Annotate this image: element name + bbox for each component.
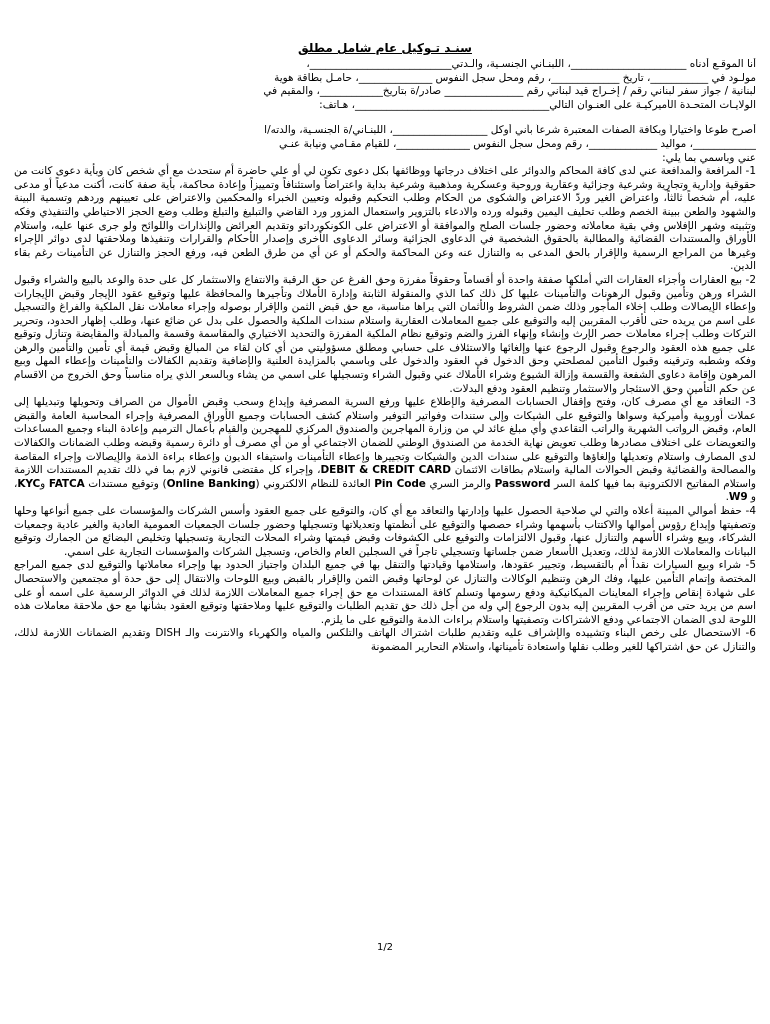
header-line-id: لبنانية / جواز سفر لبناني رقم / إخـراج قيد لبناني رقم _______________ صادر/ة بتاريخ____________، والمقيم في bbox=[263, 85, 756, 98]
page-number: 1/2 bbox=[376, 942, 394, 953]
appoint-line-agent-details: ____________، مواليد _____________، رقم ومحل سجل النفوس ______________، للقيام مقـامي ونيابة عنـي bbox=[279, 137, 756, 150]
appoint-line-agent: أصرح طوعاً واختياراً وبكافة الصفات المعتبرة شرعاً بأني أوكل __________________، اللبنـاني/ة الجنسـية، والدته/ا bbox=[264, 124, 756, 137]
clause-4-companies: 4- حفظ أموالي المبينة أعلاه والتي لي صلاحية الحصول عليها وإدارتها والتعاقد مع أي كان، والتوقيع على جميع العقود وأسس الشركات والمؤسسات على جميع أنواعها وحلها وتصفيتها وإيداع رؤوس أموالها والاكتتاب بأسهمها وشراء حصصها والتوقيع على أنظمتها وتعديلاتها وتسجيلها وحضور جلسات الجمعيات العمومية العادية والغير عادية وجمعيات الشركاء، وبيع وشراء الأسهم والتنازل عنها، وقبول الالتزامات والتوقيع على الكشوفات وقبض قيمتها وشراء المحلات التجارية وتسجيلها وتخليص البضائع من الجمارك وتوقيع البيانات والمعاملات اللازمة لذلك، وتعديل الأسعار ضمن جلساتها وتسجيلي تاجراً في السجلين العام والخاص، وتسجيل الشركات والمؤسسات التجارية على اسمي. bbox=[14, 505, 756, 558]
document-body bbox=[14, 40, 756, 655]
clause-2-real-estate: 2- بيع العقارات وأجزاء العقارات التي أملكها صفقة واحدة أو أقساماً وحقوقاً مفرزة وحق الفرغ عن حق الرقبة والانتفاع والاستثمار كل على حدة والوعد بالبيع والشراء وقبول الشراء ورهن وتأمين وقبول الرهونات والتأمينات عليها كل ذلك كما الذي والمنقولة الثابتة وإدارة الأملاك وتأجيرها والمحافظة عليها وتوقيع عقود الإيجار وقبض الإيجارات وإعطاء الإيصالات وطلب إخلاء المأجور وذلك ضمن الشروط والأثمان التي يراها مناسبة، مع حق قبض الثمن والإقرار بوصوله وإجراء معاملات نقل الملكية والفراغ والتسجيل على اسم من يريده حتى لأقرب المقربين إليه والتوقيع على جميع المعاملات العقارية واستلام سندات الملكية والحصول على بدل عن ضائع عنها، وطلب إظهار الحدود، وتحرير التركات وطلب إجراء معاملات حصر الإرث وإنشاء وإنهاء الفرز والضم وتوقيع نظام الملكية المفرزة والتحديد الاختياري والمقاسمة وقسمة والمبادلة والمقايضة وتنازل وتوقيع على جميع هذه العقود والرجوع وقبول الرجوع عنها وإلغائها والاستئلاف على حسابي ومطلق مسؤوليتي من أي كان لقاء من المبالغ وقبض قيمة أي تأمين والتأمين والرهن وفكه وشطبه وترقينه وقبول التأمين لمصلحتي وحق الدخول في العقود والدخول على وباسمي بالمزايدة العلنية والإضافية وتقديم الكفالات والتأمينات وإعطاء المهل وبيع المرهون وإقامة دعاوى الشفعة والقسمة وإزالة الشيوع وشراء الأملاك عني وقبول الشراء وتسجيلها على اسمي من يشاء وبالسعر الذي يراه مناسباً وحق الخروج من الاقسام عن حكم التأمين وحق الاستئجار والاستثمار وتنظيم العقود ودفع البدلات. bbox=[14, 273, 756, 395]
header-line-birth: مولـود في ___________، تاريخ _____________، رقم ومحل سجل النفوس ______________، حامـل بطاقة هوية bbox=[274, 71, 756, 84]
clause-1-litigation: 1- المرافعة والمدافعة عني لدى كافة المحاكم والدوائر على اختلاف درجاتها ووظائفها بكل دعوى تكون لي أو علي حاضرة أم ستحدث مع أي شخص كان وبأية دعوى كانت من حقوقية وإدارية وتجارية وشرعية وجزائية وعقارية وروحية وعسكرية ومذهبية وشرعية بداية واعتراضاً واستئنافاً وتمييزاً وإعادة محاكمة، بأية صفة كانت، أكنت مدعياً أو مدعى عليه، أم شخصاً ثالثاً، واعتراض الغير وردّ الاعتراض والشكوى من الحكام وطلب التحكيم وقبوله وتعيين الخبراء والمحكمين والاعتراض على تعيينهم وردهم وتسمية البينة والشهود والطعن ببينة الخصم وطلب تحليف اليمين وقبوله ورده والادعاء بالتزوير واستعمال المزور ورد القاضي والتبليغ والتبلغ وطلب وضع الحجز الاحتياطي والتنفيذي وفكه وتثبيته وشهر الإفلاس وفي بقية معاملاته وحضور جلسات الصلح والموافقة أو الاعتراض على الكونكورداتو وتقديم العرائض والإنذارات واللوائح ولو جرى عنها عليه، واستلام الأوراق والمستندات القضائية والمطالبة بالحقوق الشخصية في الدعاوى الجزائية وسائر الدعاوى الأخرى وإصدار الأحكام والقرارات وتنفيذها وملاحقتها لدى دوائر الإجراء وغيرها من المراجع الرسمية والإقرار بالحق المدعى به والتنازل عنه وعن المحاكمة والحكم أو عن أي من طرق الطعن فيه، ورفع الحجز والتنازل عن التأمينات رغم بقاء الدين. bbox=[14, 165, 756, 273]
clause-5-vehicles: 5- شراء وبيع السيارات نقداً أم بالتقسيط، وتجيير عقودها، واستلامها وقيادتها والتنقل بها في جميع البلدان واجتياز الحدود بها وإجراء معاملاتها والتوقيع لدى جميع المراجع المختصة وإتمام التأمين عليها، وفك الرهن وتنظيم الوكالات والتنازل عن لوحاتها وقبض الثمن والإقرار بالقبض وبيع اللوحات والانتقال إلى حق حدة أو مجتمعين والاستحصال على شهادة إنقاص وإجراء المعاينات الميكانيكية ودفع رسومها وتسلم كافة المستندات مع حق إجراء جميع المعاملات اللازمة لذلك في الدوائر الرسمية على اسمه أو على اسم من يريد حتى من أقرب المقربين إليه بدون الرجوع إلي وله من أجل ذلك حق تقديم الطلبات والتوقيع عليها وملاحقتها وتوقيع العقود بشأنها مع حق ملاحقة معاملات هذه اللوحة لدى الضمان الاجتماعي ودفع الاشتراكات وتصفيتها واستلام براءات الذمة والتوقيع على ما يلزم. bbox=[14, 559, 756, 626]
clause-3-banking: 3- التعاقد مع أي مصرف كان، وفتح وإقفال الحسابات المصرفية والإطلاع عليها ورفع السرية المصرفية وإيداع وسحب وقبض الأموال من الصراف وتحويلها وتبديلها إلى عملات أوروبية وأميركية وسواها والتوقيع على الشيكات وإلى ستندات وفواتير التوفير واستلام كشف الحسابات وجميع الأوراق المصرفية وإجراء المحاسبة العامة والقبض العام، وقبض الرواتب الشهرية والراتب التقاعدي وأي مبلغ عائد لي من وزارة المهاجرين والصندوق المركزي للمهجرين والقيام بأعمال الترميم وإعادة البناء وجميع المساعدات والتعويضات على اختلاف مصادرها وطلب تعويض نهاية الخدمة من الصندوق الوطني للضمان الاجتماعي أو من أي مصرف أو دائرة رسمية وقبضه وطلب الضمانات والكفالات لدى المصارف واستلام وتعديلها وإلغاؤها والتوقيع على سندات الدين والشيكات وتجييرها وإعطاء التأمينات واستيفاء الديون وإعطاء براءة الذمة والإيصالات وإجراء المقاصة والمصالحة والقضائية وقبض الحوالات المالية واستلام بطاقات الائتمان DEBIT & CREDIT CARD، وإجراء كل مقتضى قانوني لازم بما في ذلك تقديم المستندات اللازمة واستلام المفاتيح الالكترونية بما فيها كلمة السر Password والرمز السري Pin Code العائدة للنظام الالكتروني (Online Banking) وتوقيع مستندات FATCA وKYC، و W9. bbox=[14, 396, 757, 504]
spacer bbox=[14, 112, 756, 124]
header-line-principal: أنا الموقـع أدناه ______________________، اللبنـاني الجنسـية، والـدتي___________________________، bbox=[306, 58, 756, 70]
appoint-line-intro: عني وباسمي بما يلي: bbox=[662, 151, 756, 164]
clause-6-utilities: 6- الاستحصال على رخص البناء وتشييده والإشراف عليه وتقديم طلبات اشتراك الهاتف والتلكس والمياه والكهرباء والانترنت والـ DISH وتقديم الضمانات اللازمة لذلك، والتنازل عن حق اشتراكها للغير وطلب نقلها واستعادة تأميناتها، واستلام التحارير المضمونة bbox=[14, 627, 756, 653]
document-title: سنـد تـوكيل عام شامل مطلق bbox=[298, 41, 472, 55]
header-line-address: الولايـات المتحـدة الأميركيـة على العنـوان التالي_____________________________________، هـاتف: bbox=[319, 98, 756, 111]
